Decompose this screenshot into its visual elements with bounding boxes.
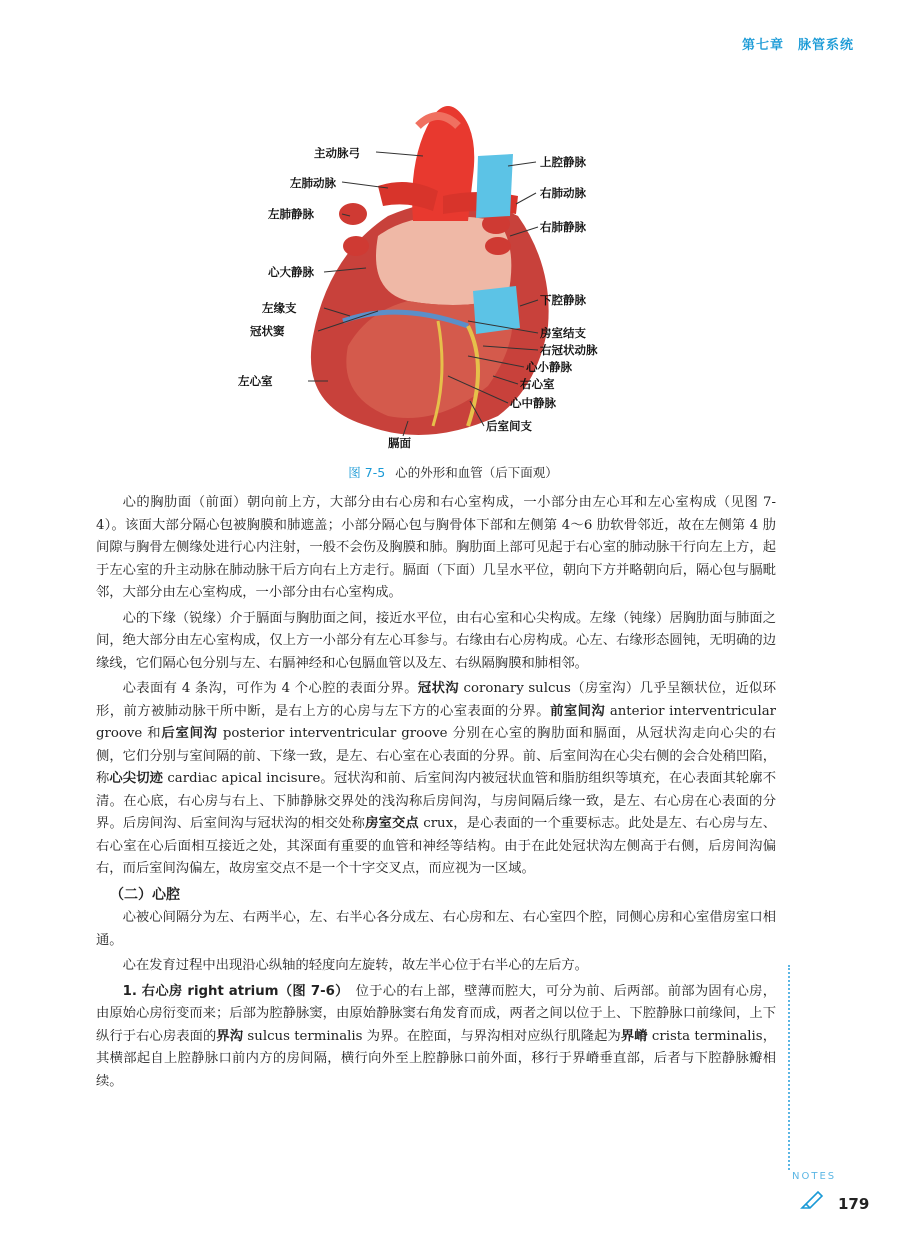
heart-figure [238,96,640,456]
paragraph: 心在发育过程中出现沿心纵轴的轻度向左旋转，故左半心位于右半心的左后方。 [122,958,588,973]
paragraph: 心被心间隔分为左、右两半心，左、右半心各分成左、右心房和左、右心室四个腔，同侧心房和心室借房室口相通。 [96,910,776,948]
figure-caption [0,463,906,481]
pen-icon [800,1190,824,1210]
text-span: crux，是心表面的一个重要标志。此处是左、右心房与左、右心室在心后面相互接近之处，其深面有重要的血管和神经等结构。由于在此处冠状沟左侧高于右侧，后房间沟偏右，而后室间沟偏左，故房室交点不是一个十字交叉点，而应视为一区域。 [96,816,776,876]
subheading-right-atrium: 1. 右心房 right atrium（图 7-6） [122,983,343,999]
label-av-nodal-branch: 房室结支 [540,326,586,340]
text-span: sulcus terminalis 为界。在腔面，与界沟相对应纵行肌隆起为 [243,1028,621,1044]
label-aortic-arch: 主动脉弓 [314,146,360,160]
label-superior-vena-cava: 上腔静脉 [540,155,586,169]
label-diaphragmatic-surface: 膈面 [388,436,411,450]
section-heading: （二）心腔 [110,886,180,903]
notes-label: NOTES [792,1171,837,1182]
chapter-header: 第七章 脉管系统 [741,38,854,53]
figure-title: 心的外形和血管（后下面观） [395,465,558,480]
label-middle-cardiac-vein: 心中静脉 [510,396,556,410]
label-small-cardiac-vein: 心小静脉 [526,360,572,374]
text-span: coronary sulcus（房室沟）几乎呈额状位，近似环形，前方被肺动脉干所中断，是右上方的心房与左下方的心室表面的分界。 [96,681,777,719]
label-coronary-sinus: 冠状窦 [250,324,285,338]
label-posterior-interventricular-branch: 后室间支 [486,419,532,433]
paragraph: 心的下缘（锐缘）介于膈面与胸肋面之间，接近水平位，由右心室和心尖构成。左缘（钝缘）居胸肋面与肺面之间，绝大部分由左心室构成，仅上方一小部分有左心耳参与。右缘由右心房构成。心左、右缘形态圆钝，无明确的边缘线，它们隔心包分别与左、右膈神经和心包膈血管以及左、右纵隔胸膜和肺相邻。 [96,610,776,671]
term-cardiac-apical-incisure: 心尖切迹 [109,771,164,786]
term-coronary-sulcus: 冠状沟 [417,681,459,696]
paragraph: 心的胸肋面（前面）朝向前上方，大部分由右心房和右心室构成，一小部分由左心耳和左心室构成（见图 7-4）。该面大部分隔心包被胸膜和肺遮盖；小部分隔心包与胸骨体下部和左侧第 4～6 肋软骨邻近，故在左侧第 4 肋间隙与胸骨左侧缘处进行心内注射，一般不会伤及胸膜和肺。胸肋面上部可见起于右心室的肺动脉干行向左上方，起于左心室的升主动脉在肺动脉干后方向右上方走行。膈面（下面）几呈水平位，朝向下方并略朝向后，隔心包与膈毗邻，大部分由左心室构成，一小部分由右心室构成。 [96,495,776,600]
label-right-pulmonary-artery: 右肺动脉 [540,186,586,200]
text-span: crista terminalis，其横部起自上腔静脉口前内方的房间隔，横行向外至上腔静脉口前外面，移行于界嵴垂直部，后者与下腔静脉瓣相续。 [96,1028,777,1089]
label-great-cardiac-vein: 心大静脉 [268,265,314,279]
label-right-pulmonary-vein: 右肺静脉 [540,220,586,234]
text-span: posterior interventricular groove 分别在心室的胸肋面和膈面，从冠状沟走向心尖的右侧，它们分别与室间隔的前、下缘一致，是左、右心室在心表面的分界。前、后室间沟在心尖右侧的会合处稍凹陷，称 [96,726,776,786]
body-text [96,492,776,1096]
page-number: 179 [838,1195,870,1213]
text-span: 位于心的右上部，壁薄而腔大，可分为前、后两部。前部为固有心房，由原始心房衍变而来；后部为腔静脉窦，由原始静脉窦右角发育而成，两者之间以位于上、下腔静脉口前缘间，上下纵行于右心房表面的 [96,983,776,1044]
label-inferior-vena-cava: 下腔静脉 [540,293,586,307]
term-posterior-interventricular-groove: 后室间沟 [161,726,218,741]
label-right-ventricle: 右心室 [520,377,555,391]
paragraph [96,678,776,881]
text-span: cardiac apical incisure。冠状沟和前、后室间沟内被冠状血管和脂肪组织等填充，在心表面其轮廓不清。在心底，右心房与右上、下肺静脉交界处的浅沟称后房间沟，与房间隔后缘一致，是左、右心房在心表面的分界。后房间沟、后室间沟与冠状沟的相交处称 [96,771,777,831]
term-sulcus-terminalis: 界沟 [216,1028,244,1044]
notes-divider [788,965,790,1170]
label-left-pulmonary-vein: 左肺静脉 [268,207,314,221]
term-crista-terminalis: 界嵴 [620,1028,648,1044]
term-anterior-interventricular-groove: 前室间沟 [550,703,606,719]
label-left-pulmonary-artery: 左肺动脉 [290,176,336,190]
term-crux: 房室交点 [365,816,419,831]
label-right-coronary-artery: 右冠状动脉 [540,343,598,357]
label-left-ventricle: 左心室 [238,374,273,388]
paragraph [96,981,776,1094]
text-span: 心表面有 4 条沟，可作为 4 个心腔的表面分界。 [122,681,418,696]
figure-number: 图 7-5 [348,465,386,480]
text-span: anterior interventricular groove 和 [96,703,777,741]
label-left-marginal-branch: 左缘支 [262,301,297,315]
